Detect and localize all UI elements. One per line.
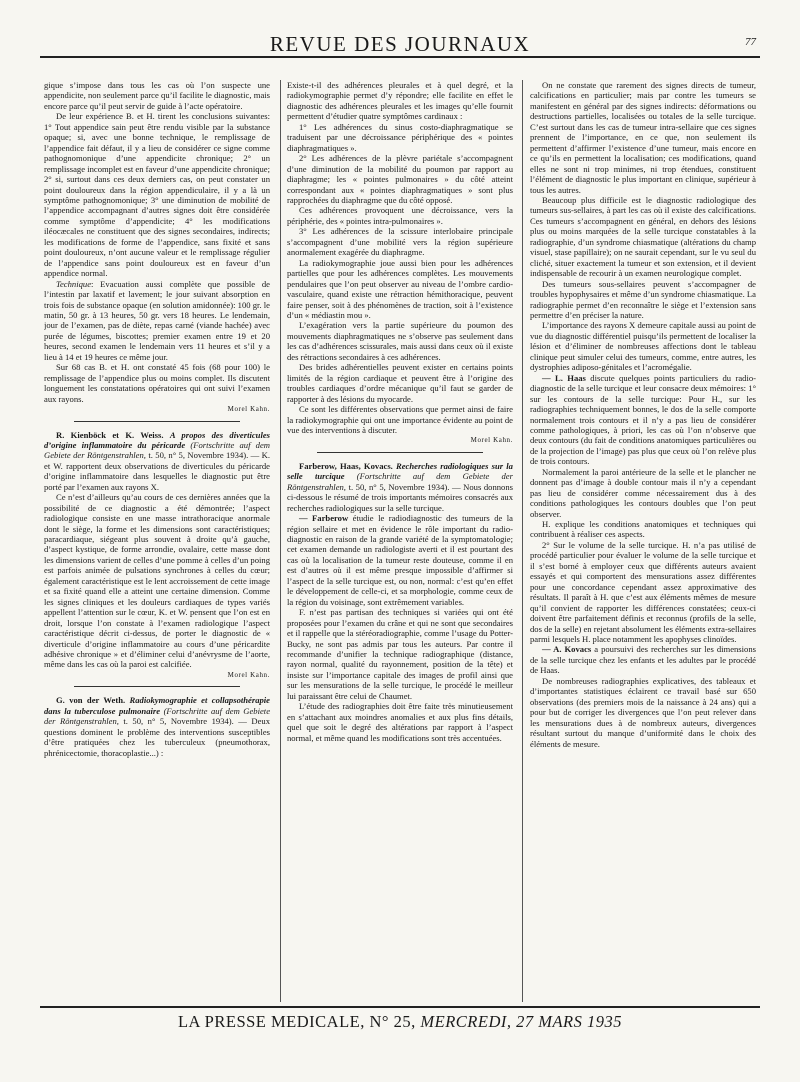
section-lead: — Farberow [299, 513, 349, 524]
paragraph: Beaucoup plus difficile est le diagnostic radiologique des tumeurs sus-sellaires, à part les cas où il existe des calcifications. Ces tumeurs s’accompagnent en général, en dehors des lésions plus ou moins marquées de la selle turcique constatables à la radiographie, d’un syndrome chiasmatique (altérations du champ visuel, stase papillaire); on ne saurait cependant, sur le vu seul du cliché, situer exactement la tumeur et son extension, et il devient indispensable de recourir à un examen neurologique complet. [530, 194, 756, 279]
paragraph: La radiokymographie joue aussi bien pour les adhérences partielles que pour les adhérences complètes. Les mouvements pendulaires que l’on peut observer au niveau de l’ombre cardio-vasculaire, quand existe une rétraction hémithoracique, peuvent faire penser, soit à des phénomènes de traction, soit à l’existence d’un « médiastin mou ». [287, 257, 513, 320]
article-authors: G. von der Weth. [56, 695, 126, 706]
paragraph: L’étude des radiographies doit être faite très minutieusement en s’attachant aux moindres anomalies et aux plus fins détails, quel que soit le degré des altérations par rapport à l’aspect normal, et même quand les modifications sont très accentuées. [287, 701, 513, 743]
article-reference: t. 50, n° 5, Novembre 1934). — Nous donnons ci-dessous le résumé de trois importants mémoires consacrés aux recherches radiologiques sur la selle turcique. [287, 481, 513, 513]
section-lead: — L. Haas [542, 372, 586, 383]
article-separator [74, 686, 240, 687]
paragraph: — L. Haas discute quelques points particuliers du radio-diagnostic de la selle turcique et leur consacre deux mémoires: 1° sur les contours de la selle turcique: Pour H., sur les radiographies techniquement bonnes, le dos de la selle comporte normalement trois contours et il n’y a pas lieu de considérer comme pathologiques, à priori, les cas où l’on n’observe que deux contours (du fait de conditions anatomiques particulières ou de la projection de l’image) pas plus que ceux où l’on relève plus de trois contours. [530, 372, 756, 467]
issue-date: MERCREDI, 27 MARS 1935 [420, 1012, 623, 1031]
paragraph: F. n’est pas partisan des techniques si variées qui ont été proposées pour l’examen du crâne et qui ne sont que secondaires et il rappelle que la stéréoradiographie, comme l’usage du Potter-Bucky, ne sont pas admis par tous les auteurs. Par contre il recommande d’unifier la technique radiographique (distance, rayon normal, qualité du rayonnement, position de la tête) et insiste sur l’importance capitale des images de profil ainsi que sur les mensurations de la selle turcique, le procédé le meilleur lui paraissant être celui de Chaumet. [287, 607, 513, 701]
article-heading [44, 695, 270, 758]
section-lead: — A. Kovacs [542, 644, 592, 655]
paragraph: De nombreuses radiographies explicatives, des tableaux et d’importantes statistiques éclairent ce travail basé sur 650 observations (des premiers mois de la naissance à 24 ans) qui a pour but de corriger les divergences que l’on peut relever dans les mensurations dues à de nombreux auteurs, divergences résultant surtout du manque d’uniformité dans le choix des éléments de mesure. [530, 675, 756, 749]
author-signature: Morel Kahn. [470, 436, 513, 445]
author-signature: Morel Kahn. [227, 670, 270, 679]
paragraph: 1° Les adhérences du sinus costo-diaphragmatique se traduisent par une décroissance périphérique des « pointes diaphragmatiques ». [287, 121, 513, 153]
article-columns [44, 80, 756, 1002]
footer-rule [40, 1006, 760, 1008]
page-header [40, 28, 760, 60]
paragraph: Technique: Evacuation aussi complète que possible de l’intestin par laxatif et lavement; le jour suivant absorption en trois fois de substance opaque (en solution amidonnée): 100 gr. le matin, 50 gr. à 13 heures, 50 gr. vers 18 heures. Le lendemain, jour de l’examen, pas de diète, repas carné (viande hachée) avec purée de légumes, biscottes; premier examen entre 19 et 20 heures, second examen le lendemain vers 11 heures et s’il y a lieu à 14 et 19 heures ce même jour. [44, 278, 270, 362]
article-source: (Fortschritte auf dem Gebiete der Röntgenstrahlen, [287, 471, 513, 492]
paragraph: Sur 68 cas B. et H. ont constaté 45 fois (68 pour 100) le remplissage de l’appendice plus ou moins complet. Ils discutent longuement les constatations opératoires qui ont suivi l’examen aux rayons. [44, 362, 270, 404]
article-reference: t. 50, n° 5, Novembre 1934). — Deux questions dominent le problème des interventions susceptibles d’être pratiquées chez les tuberculeux (pneumothorax, phrénicectomie, thoracoplastie...) : [44, 716, 270, 758]
journal-name: LA PRESSE MEDICALE, N° 25, [177, 1012, 416, 1031]
paragraph: Normalement la paroi antérieure de la selle et le plancher ne donnent pas d’image à double contour mais il n’y a cependant pas lieu de considérer comme nécessairement dus à des conditions pathologiques les contours doubles que l’on peut observer. [530, 466, 756, 519]
article-source: (Fortschritte auf dem Gebiete der Röntgenstrahlen, [44, 439, 270, 461]
paragraph: gique s’impose dans tous les cas où l’on suspecte une appendicite, non seulement parce qu’il facilite le diagnostic, mais encore parce qu’il peut servir de guide à l’acte opératoire. [44, 80, 270, 111]
paragraph: Ces adhérences provoquent une décroissance, vers la périphérie, des « pointes intra-pulmonaires ». [287, 205, 513, 226]
article-title: Recherches radiologiques sur la selle turcique [287, 460, 513, 482]
column-divider [280, 80, 281, 1002]
article-title: A propos des diverticules d’origine inflammatoire du péricarde [44, 429, 270, 450]
page-number: 77 [745, 36, 756, 48]
paragraph: Des brides adhérentielles peuvent exister en certains points limités de la région cardiaque et peuvent être à l’origine des troubles cardiaques d’ordre mécanique qu’il faut se garder de rapporter à des lésions du myocarde. [287, 362, 513, 404]
article-title: Radiokymographie et collapsothérapie dans la tuberculose pulmonaire [44, 695, 270, 716]
technique-label: Technique [56, 278, 92, 289]
paragraph: — Farberow étudie le radiodiagnostic des tumeurs de la région sellaire et met en évidence le rôle important du radio-diagnostic en raison de la grande variété de la symptomatologie; cet examen demande un radiologiste averti et il est pourtant des cas où la localisation de la tumeur reste douteuse, comme il en est d’autres où il est même presque impossible d’affirmer si l’aspect de la selle turcique est, ou non, normal: c’est qu’en effet le développement de celle-ci, et sa morphologie, comme ceux de la région du voisinage, sont extrêmement variables. [287, 513, 513, 607]
paragraph: 2° Sur le volume de la selle turcique. H. n’a pas utilisé de procédé particulier pour évaluer le volume de la selle turcique et il s’est borné à employer ceux que différents auteurs avaient essayés et qui comportent des mensurations assez différentes pour une concordance cependant assez approximative des résultats. Il paraît à H. que c’est aux éléments mêmes de mesure qu’il convient de rapporter les différences constatées; ceux-ci doivent être parfaitement définis et reconnus (profils de la selle, dos de la selle) en rejetant absolument les éléments extra-sellaires parmi lesquels H. place notamment les apophyses clinoïdes. [530, 539, 756, 645]
paragraph: L’exagération vers la partie supérieure du poumon des mouvements diaphragmatiques ne s’observe pas seulement dans les cas d’adhérences scissurales, mais aussi dans ceux où il existe des rétractions secondaires à ces adhérences. [287, 320, 513, 362]
paragraph: Ce sont les différentes observations que permet ainsi de faire la radiokymographie qui ont une importance évidente au point de vue des interventions à discuter. [287, 404, 513, 435]
column-2 [287, 80, 513, 1002]
paragraph: 3° Les adhérences de la scissure interlobaire principale s’accompagnent d’une mobilité vers la région supérieure anormalement exagérée du diaphragme. [287, 226, 513, 258]
column-divider [522, 80, 523, 1002]
paragraph: Des tumeurs sous-sellaires peuvent s’accompagner de troubles hypophysaires et même d’un syndrome chiasmatique. La radiographie permet d’en reconnaître le siège et l’extension sans permettre d’en préciser la nature. [530, 278, 756, 320]
article-separator [74, 421, 240, 422]
article-reference: t. 50, n° 5, Novembre 1934). — K. et W. rapportent deux observations de diverticules du péricarde d’origine inflammatoire dans lesquelles le diagnostic put être porté par l’examen aux rayons X. [44, 450, 270, 492]
footer-line [40, 1012, 760, 1032]
paragraph: Ce n’est d’ailleurs qu’au cours de ces dernières années que la possibilité de ce diagnostic a été démontrée; l’aspect radiologique consiste en une masse intrathoracique anormale dont le siège, la forme et les dimensions sont caractéristiques; paracardiaque, siégeant plus souvent à droite qu’à gauche, d’aspect kystique, de forme arrondie, ovalaire, cette masse dont les dimensions varient de celles d’une pomme à celles d’un poing est parfois animée de pulsations synchrones à celles du cœur; également caractéristique est le lent accroissement de cette image et sa fixité quand elle a atteint une certaine dimension. Comme les signes cliniques et les douleurs cardiaques de types variés appellent l’attention sur le cœur, K. et W. pensent que l’on est en droit, lorsque l’on constate à l’examen radiologique l’aspect caractéristique décrit ci-dessus, de porter le diagnostic de « diverticule d’origine inflammatoire au cours d’une péricardite adhésive chronique » et d’éliminer celui d’anévrysme de l’aorte, même dans les cas où la paroi est calcifiée. [44, 492, 270, 670]
paragraph: On ne constate que rarement des signes directs de tumeur, calcifications en particulier; mais par contre les tumeurs se manifestent en général par des signes indirects: déformations ou destructions partielles, localisées ou totales de la selle turcique. C’est surtout dans les cas de tumeur intra-sellaire que ces signes prennent de l’importance, en ce que, non seulement ils permettent d’affirmer l’existence d’une tumeur, mais encore en ce qu’ils en permettent la localisation; ces modifications, quand elles ne sont ni trop minimes, ni trop étendues, constituent l’élément de diagnostic le plus important en clinique, supérieur à tous les autres. [530, 80, 756, 195]
article-heading [44, 430, 270, 493]
header-rule [40, 56, 760, 58]
article-separator [317, 452, 483, 453]
paragraph: 2° Les adhérences de la plèvre pariétale s’accompagnent d’une diminution de la mobilité du poumon par rapport au diaphragme; les « pointes pulmonaires » du côté atteint correspondant aux « pointes diaphragmatiques » sont plus rapprochées du diaphragme que du côté opposé. [287, 153, 513, 205]
column-1 [44, 80, 270, 1002]
article-source: (Fortschritte auf dem Gebiete der Röntgenstrahlen, [44, 705, 270, 727]
paragraph: De leur expérience B. et H. tirent les conclusions suivantes: 1° Tout appendice sain peut être rendu visible par la substance opaque; si, avec une bonne technique, le remplissage de l’appendice fait défaut, il y a lieu de considérer ce signe comme pathognomonique d’une appendicite chronique; 2° un remplissage incomplet est en faveur d’une appendicite chronique; 2° si, surtout dans ces deux derniers cas, on peut constater un point douloureux dans la région appendiculaire, il y a là un symptôme pathognomonique; 3° une diminution de mobilité de l’appendice accompagnant d’autres signes doit être considérée comme symptôme d’appendicite; 4° les modifications iléocæcales ne constituent que des signes secondaires, indirects; les modifications de forme de l’appendice, sans fixité et sans point douloureux, n’ont aucune valeur et le remplissage régulier de l’appendice sans point douloureux est en faveur d’un appendice normal. [44, 111, 270, 279]
paragraph: — A. Kovacs a poursuivi des recherches sur les dimensions de la selle turcique chez les enfants et les adultes par le procédé de Haas. [530, 644, 756, 676]
paragraph: Existe-t-il des adhérences pleurales et à quel degré, et la radiokymographie permet d’y répondre; elle facilite en effet le diagnostic des adhérences pleurales et les images qu’elle fournit permettent d’étudier quatre symptômes cardinaux : [287, 80, 513, 122]
article-authors: R. Kienböck et K. Weiss. [56, 429, 164, 440]
author-signature: Morel Kahn. [227, 405, 270, 414]
article-heading [287, 461, 513, 513]
column-3 [530, 80, 756, 1002]
section-title: REVUE DES JOURNAUX [269, 32, 531, 56]
page-footer [40, 1006, 760, 1036]
paragraph: L’importance des rayons X demeure capitale aussi au point de vue du diagnostic différentiel puisqu’ils permettent de localiser la lésion et d’éliminer de nombreuses affections dont le tableau clinique peut simuler celui des tumeurs, comme, entre autres, les dystrophies adiposo-génitales et l’acromégalie. [530, 320, 756, 373]
paragraph: H. explique les conditions anatomiques et techniques qui contribuent à réaliser ces aspects. [530, 519, 756, 540]
article-authors: Farberow, Haas, Kovacs. [299, 460, 393, 471]
